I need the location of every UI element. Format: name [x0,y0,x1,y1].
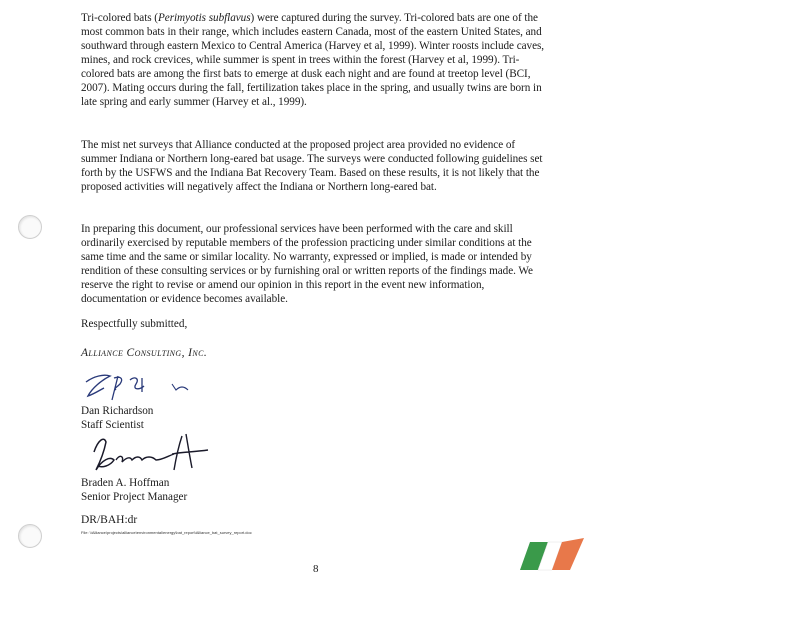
signatory-title: Senior Project Manager [81,491,188,503]
paragraph-disclaimer: In preparing this document, our professional services have been performed with the care and skill ordinarily exercised by reputable members of the profession practicing under similar conditions at the same time and the same or similar locality. No warranty, expressed or implied, is made or intended by rendition of these consulting services or by furnishing oral or written reports of the findings made. We reserve the right to revise or amend our opinion in this report in the event new information, documentation or evidence becomes available. [81,223,533,305]
signatory-name: Dan Richardson [81,405,154,417]
signatory-name: Braden A. Hoffman [81,477,170,489]
paragraph-text: Tri-colored bats ( [81,12,158,24]
company-name: Alliance Consulting, Inc. [81,347,208,359]
file-path: File: \\Alliance\projects\alliance\environmental\energy\bat_report\Alliance_bat_survey_report.doc [81,530,252,535]
signature-dan-richardson [80,366,200,406]
reference-initials: DR/BAH:dr [81,514,138,526]
closing-salutation: Respectfully submitted, [81,318,188,330]
species-name: Perimyotis subflavus [158,12,251,24]
signature-braden-hoffman [86,430,216,475]
paragraph-text: ) were captured during the survey. Tri-colored bats are one of the most common bats in their range, which includes eastern Canada, most of the eastern United States, and southward through eastern Mexico to Central America (Harvey et al, 1999). Winter roosts include caves, mines, and rock crevices, while summer is spent in trees within the forest (Harvey et al, 1999). Tri-colored bats are among the first bats to emerge at dusk each night and are found at treetop level (BCI, 2007). Mating occurs during the fall, fertilization takes place in the spring, and usually twins are born in late spring and early summer (Harvey et al., 1999). [81,12,545,108]
binder-hole [18,215,42,239]
paragraph-tricolored-bats [81,11,551,109]
signatory-title: Staff Scientist [81,419,144,431]
paragraph-survey-results: The mist net surveys that Alliance conducted at the proposed project area provided no evidence of summer Indiana or Northern long-eared bat usage. The surveys were conducted following guidelines set forth by the USFWS and the Indiana Bat Recovery Team. Based on these results, it is not likely that the proposed activities will negatively affect the Indiana or Northern long-eared bat. [81,139,543,193]
alliance-logo-icon [518,536,588,572]
binder-hole [18,524,42,548]
page-number: 8 [313,563,319,575]
